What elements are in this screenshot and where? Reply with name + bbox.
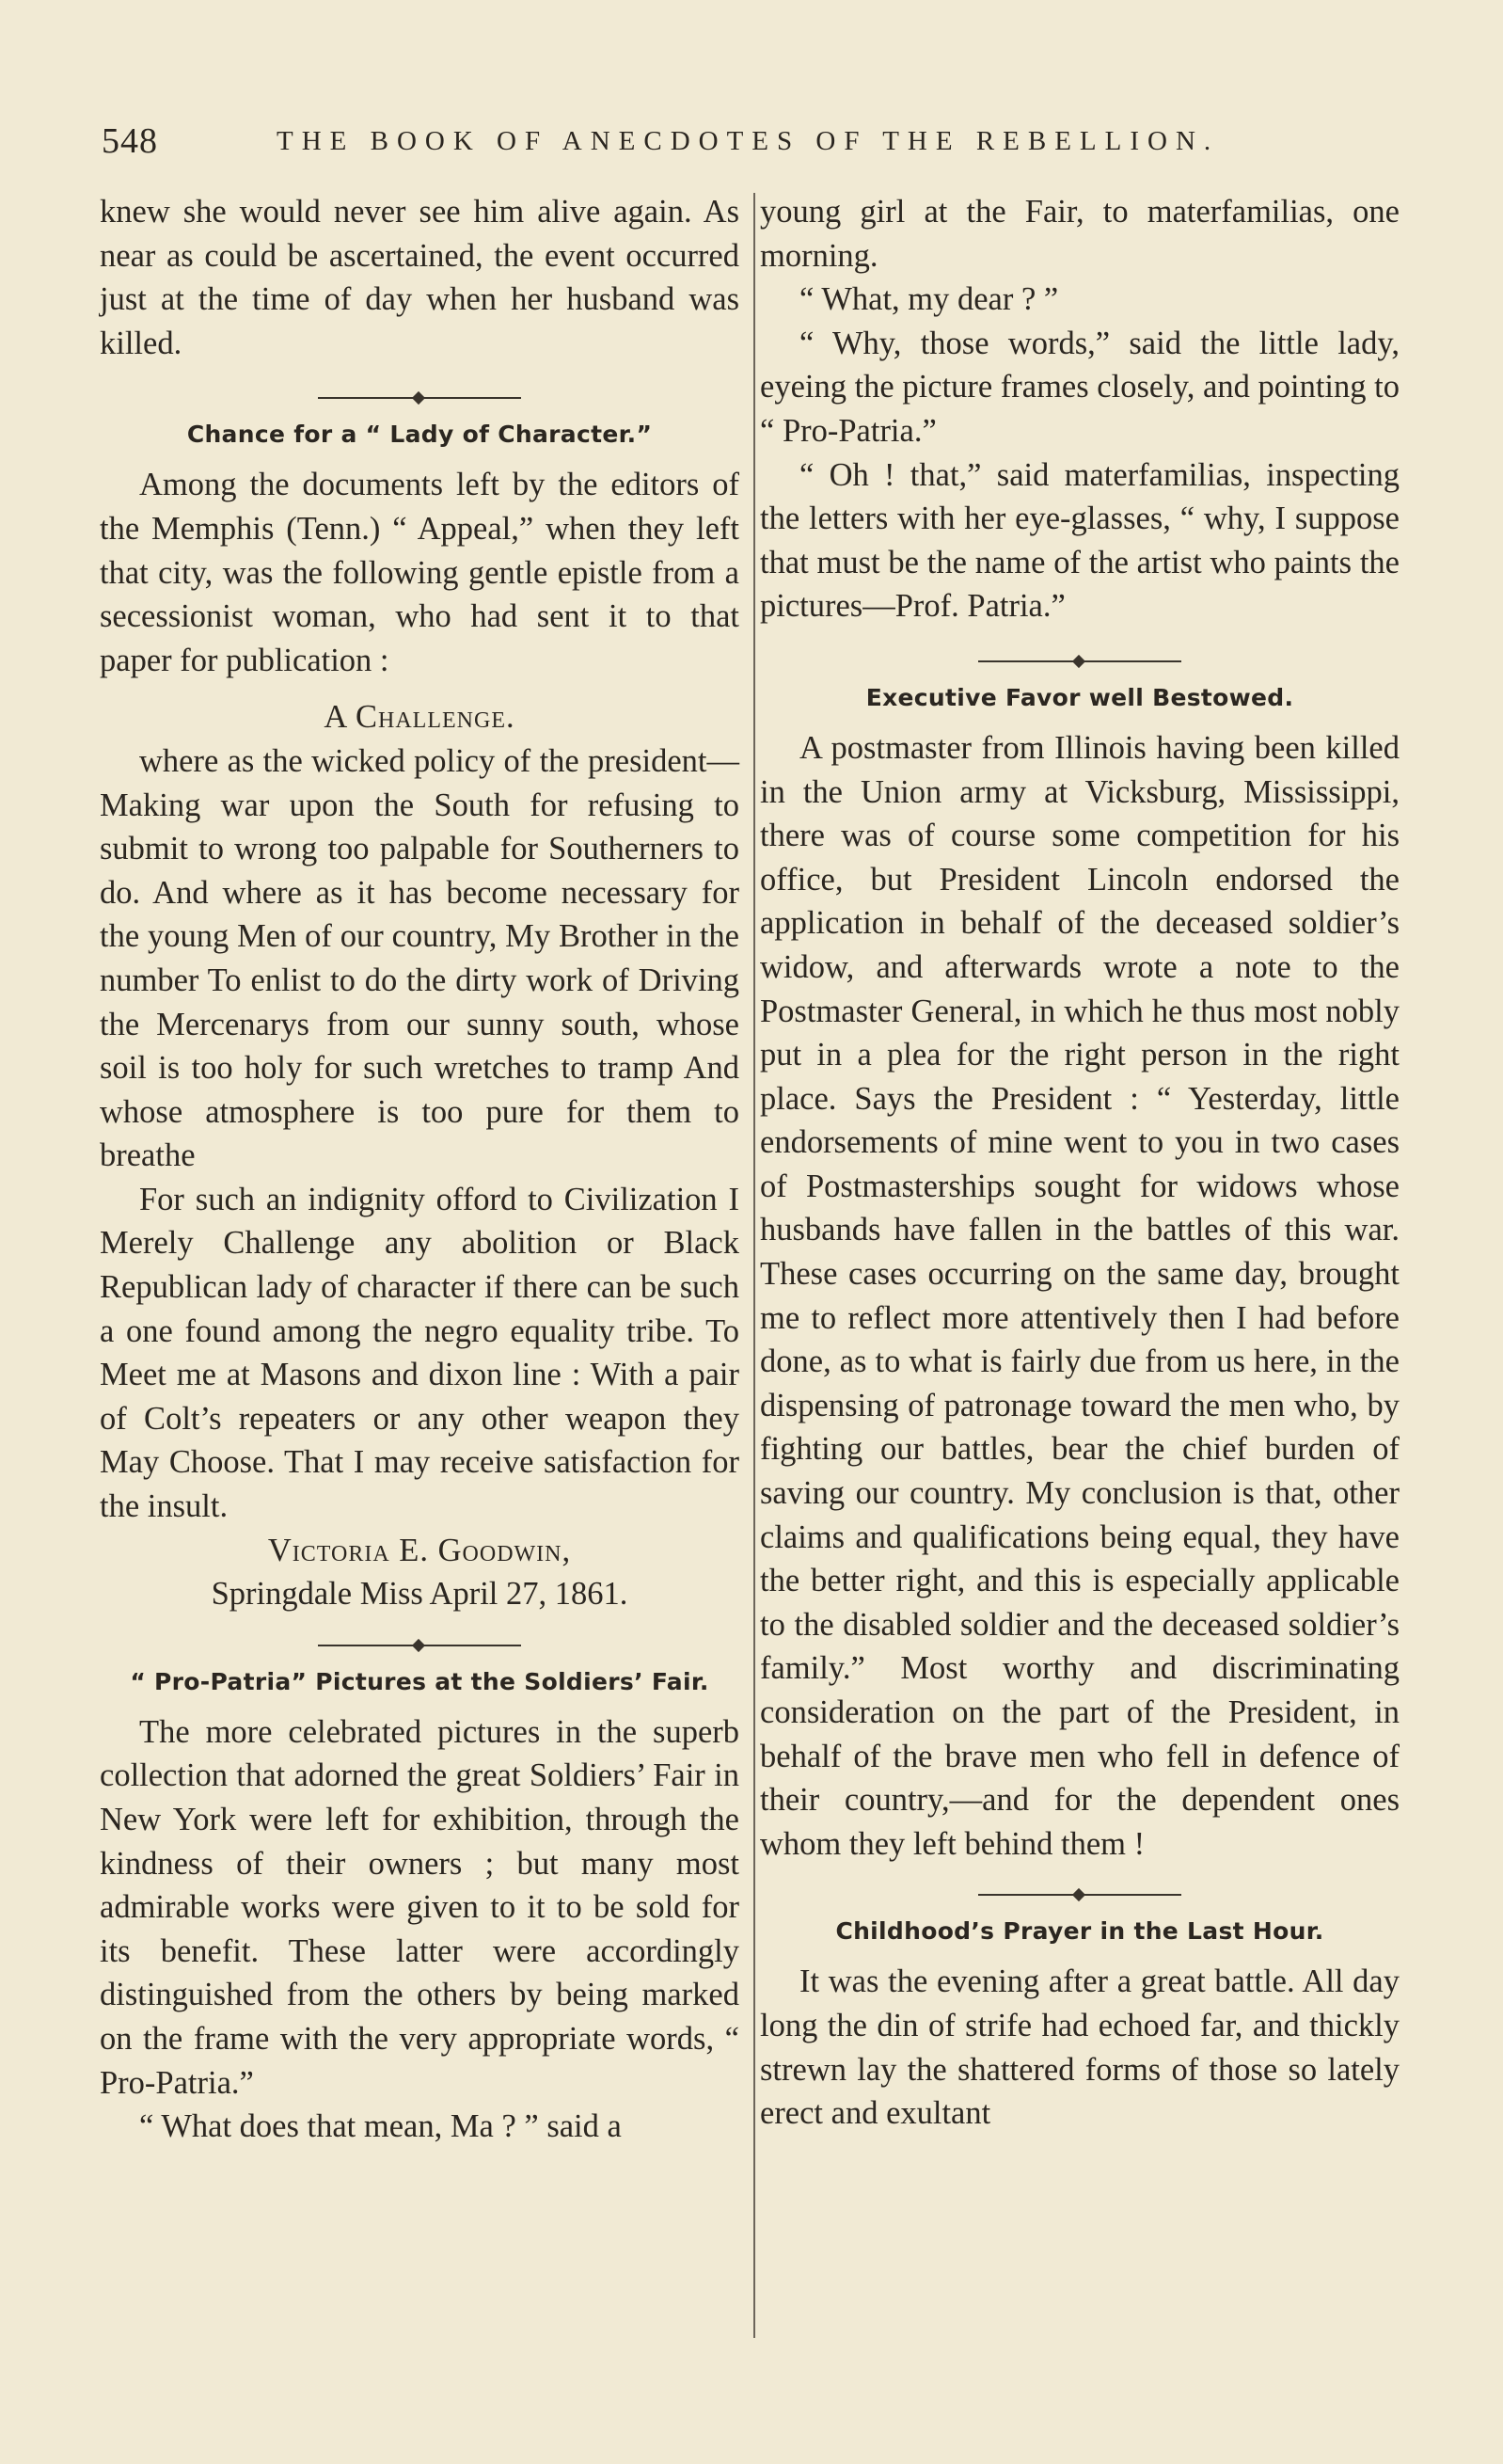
paragraph: knew she would never see him alive again. As near as could be ascertained, the event occurred just at the time of day when her husband was killed. — [100, 194, 739, 361]
paragraph: “ What, my dear ? ” — [799, 281, 1059, 318]
section-heading: Chance for a “ Lady of Character.” — [186, 421, 653, 449]
running-header — [102, 120, 1418, 161]
right-column — [760, 190, 1400, 2136]
paragraph: For such an indignity offord to Civilization I Merely Challenge any abolition or Black Republican lady of character if there can be such a one found among the negro equality tribe. To Meet me at Masons and dixon line : With a pair of Colt’s repeaters or any other weapon they May Choose. That I may receive satisfaction for the insult. — [100, 1181, 739, 1525]
section-divider — [978, 642, 1181, 674]
section-heading: “ Pro-Patria” Pictures at the Soldiers’ Fair. — [130, 1667, 709, 1695]
section-heading: Childhood’s Prayer in the Last Hour. — [835, 1917, 1324, 1946]
paragraph: “ What does that mean, Ma ? ” said a — [139, 2108, 622, 2145]
signature-place: Springdale Miss April 27, 1861. — [211, 1576, 628, 1613]
paragraph: It was the evening after a great battle. All day long the din of strife had echoed far, and thickly strewn lay the shattered forms of those so lately erect and exultant — [760, 1963, 1400, 2132]
page-number: 548 — [102, 121, 158, 161]
signature-name: Victoria E. Goodwin, — [267, 1532, 572, 1568]
paragraph: Among the documents left by the editors of the Memphis (Tenn.) “ Appeal,” when they left that city, was the following gentle epistle from a secessionist woman, who had sent it to that paper for publication : — [100, 467, 739, 678]
paragraph: “ Oh ! that,” said materfamilias, inspecting the letters with her eye-glasses, “ why, I suppose that must be the name of the artist who paints the pictures—Prof. Patria.” — [760, 456, 1400, 625]
letter-title: A Challenge. — [324, 699, 515, 736]
column-rule — [753, 193, 755, 2338]
section-divider — [318, 1626, 521, 1658]
section-divider — [318, 378, 521, 410]
paragraph: “ Why, those words,” said the little lady, eyeing the picture frames closely, and pointing to “ Pro-Patria.” — [760, 325, 1400, 449]
section-heading: Executive Favor well Bestowed. — [865, 683, 1294, 711]
left-column — [100, 190, 739, 2149]
section-divider — [978, 1875, 1181, 1907]
running-title: THE BOOK OF ANECDOTES OF THE REBELLION. — [277, 126, 1220, 156]
paragraph: A postmaster from Illinois having been killed in the Union army at Vicksburg, Mississippi, there was of course some competition for his office, but President Lincoln endorsed the application in behalf of the deceased soldier’s widow, and afterwards wrote a note to the Postmaster General, in which he thus most nobly put in a plea for the right person in the right place. Says the President : “ Yesterday, little endorsements of mine went to you in two cases of Postmasterships sought for widows whose husbands have fallen in the battles of this war. These cases occurring on the same day, brought me to reflect more attentively then I had before done, as to what is fairly due from us here, in the dispensing of patronage toward the men who, by fighting our battles, bear the chief burden of saving our country. My conclusion is that, other claims and qualifications being equal, they have the better right, and this is especially applicable to the disabled soldier and the deceased soldier’s family.” Most worthy and discriminating consideration on the part of the President, in behalf of the brave men who fell in defence of their country,—and for the dependent ones whom they left behind them ! — [760, 729, 1400, 1862]
paragraph: The more celebrated pictures in the superb collection that adorned the great Soldiers’ Fair in New York were left for exhibition, through the kindness of their owners ; but many most admirable works were given to it to be sold for its benefit. These latter were accordingly distinguished from the others by being marked on the frame with the very appropriate words, “ Pro-Patria.” — [100, 1713, 739, 2101]
paragraph: where as the wicked policy of the president—Making war upon the South for refusing to submit to wrong too palpable for Southerners to do. And where as it has become necessary for the young Men of our country, My Brother in the number To enlist to do the dirty work of Driving the Mercenarys from our sunny south, whose soil is too holy for such wretches to tramp And whose atmosphere is too pure for them to breathe — [100, 742, 739, 1174]
paragraph: young girl at the Fair, to materfamilias, one morning. — [760, 194, 1400, 274]
